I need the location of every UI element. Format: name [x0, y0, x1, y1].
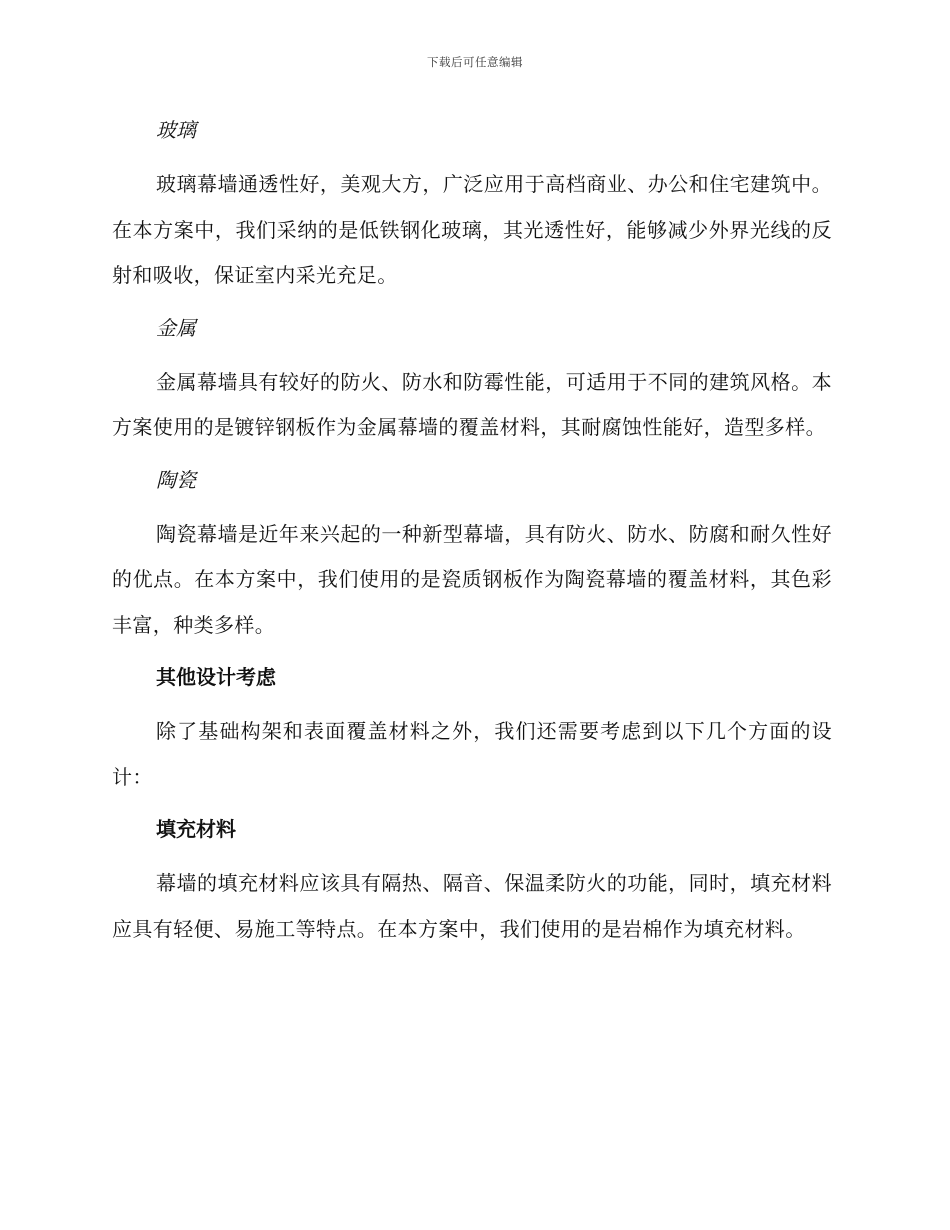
document-body — [112, 112, 832, 963]
metal-paragraph: 金属幕墙具有较好的防火、防水和防霉性能，可适用于不同的建筑风格。本方案使用的是镀锌钢板作为金属幕墙的覆盖材料，其耐腐蚀性能好，造型多样。 — [112, 369, 832, 439]
metal-subheading: 金属 — [156, 315, 196, 340]
other-design-paragraph: 除了基础构架和表面覆盖材料之外，我们还需要考虑到以下几个方面的设计： — [112, 719, 832, 789]
glass-paragraph: 玻璃幕墙通透性好，美观大方，广泛应用于高档商业、办公和住宅建筑中。在本方案中，我们采纳的是低铁钢化玻璃，其光透性好，能够减少外界光线的反射和吸收，保证室内采光充足。 — [112, 172, 832, 287]
fill-material-paragraph: 幕墙的填充材料应该具有隔热、隔音、保温柔防火的功能，同时，填充材料应具有轻便、易施工等特点。在本方案中，我们使用的是岩棉作为填充材料。 — [112, 871, 832, 941]
glass-subheading: 玻璃 — [156, 118, 196, 142]
fill-material-heading: 填充材料 — [156, 817, 236, 841]
header-note: 下载后可任意编辑 — [427, 55, 523, 69]
other-design-heading: 其他设计考虑 — [156, 665, 276, 689]
ceramic-subheading: 陶瓷 — [156, 467, 196, 492]
ceramic-paragraph: 陶瓷幕墙是近年来兴起的一种新型幕墙，具有防火、防水、防腐和耐久性好的优点。在本方案中，我们使用的是瓷质钢板作为陶瓷幕墙的覆盖材料，其色彩丰富，种类多样。 — [112, 521, 832, 637]
